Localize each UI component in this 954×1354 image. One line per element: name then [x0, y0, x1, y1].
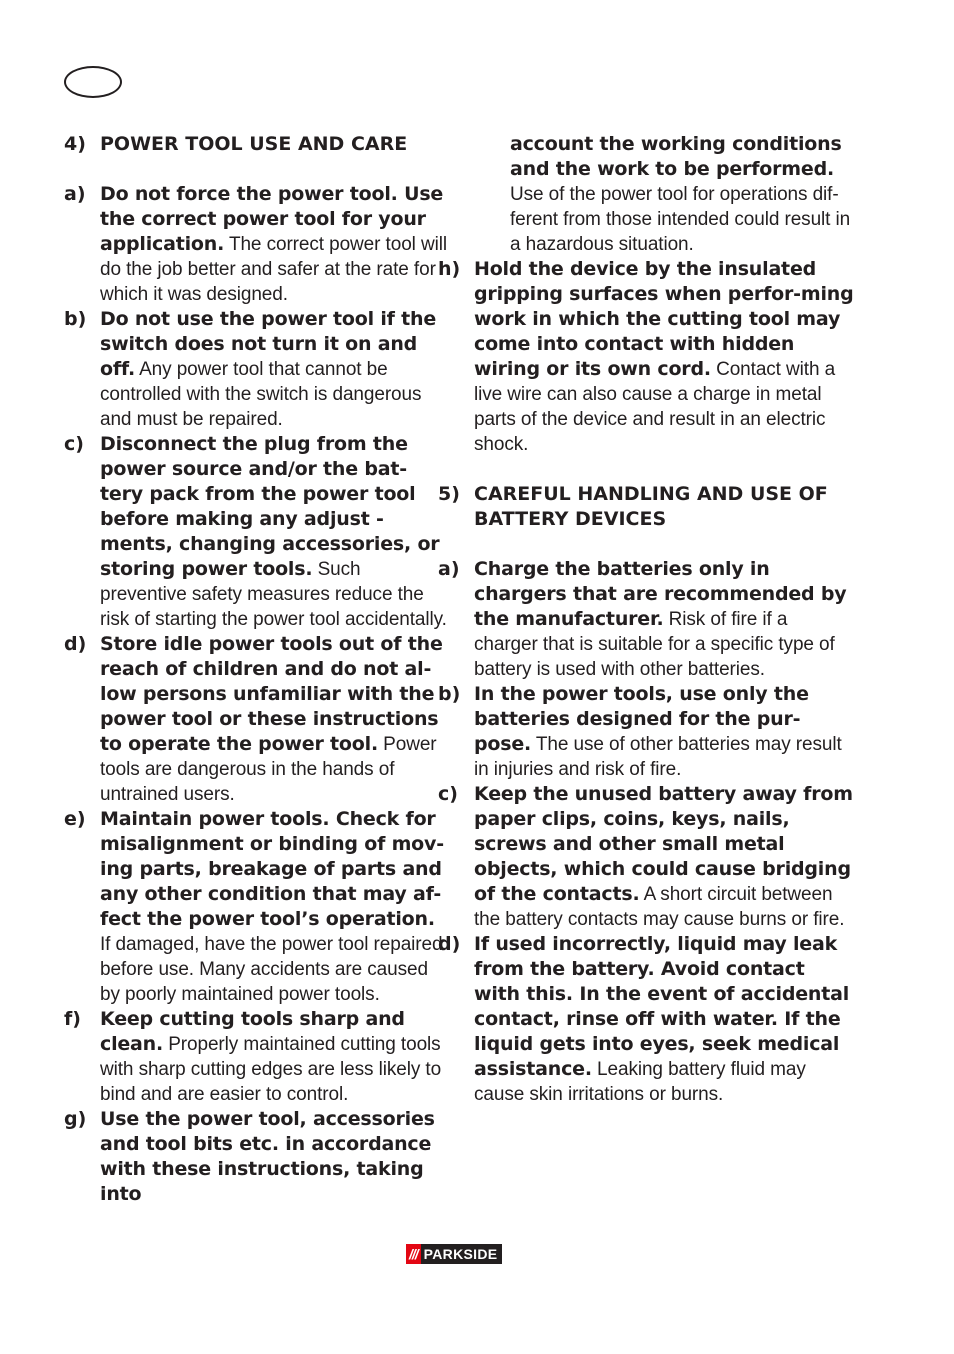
section-number: 5) — [438, 483, 460, 505]
item-text: The use of other batteries may result in injuries and risk of fire. — [474, 734, 842, 780]
item-text: A short circuit between the battery contacts may cause burns or fire. — [474, 884, 845, 930]
item-label: c) — [438, 783, 458, 805]
item-text: If damaged, have the power tool repaired before use. Many accidents are caused by poorly maintained power tools. — [100, 934, 443, 1005]
list-item-4g-continued — [474, 132, 854, 257]
item-label: b) — [438, 683, 461, 705]
item-bold-text: Keep the unused battery away from paper clips, coins, keys, nails, screws and other small metal objects, which could cause bridging of the contacts. — [474, 783, 853, 905]
item-text: Contact with a live wire can also cause a charge in metal parts of the device and result in an electric shock. — [474, 359, 836, 455]
item-label: a) — [64, 183, 86, 205]
item-label: a) — [438, 558, 460, 580]
list-item-5a — [438, 557, 854, 682]
item-text: The correct power tool will do the job better and safer at the rate for which it was designed. — [100, 234, 447, 305]
item-label: f) — [64, 1008, 81, 1030]
item-label: e) — [64, 808, 86, 830]
item-text: Any power tool that cannot be controlled with the switch is dangerous and must be repaired. — [100, 359, 422, 430]
right-column — [438, 132, 854, 1107]
item-label: c) — [64, 433, 84, 455]
item-text: Risk of fire if a charger that is suitable for a specific type of battery is used with other batteries. — [474, 609, 835, 680]
left-column — [64, 132, 448, 1207]
section-title: CAREFUL HANDLING AND USE OF BATTERY DEVICES — [474, 483, 828, 530]
list-item-4g — [64, 1107, 448, 1207]
item-text: Power tools are dangerous in the hands of untrained users. — [100, 734, 437, 805]
item-text: Properly maintained cutting tools with sharp cutting edges are less likely to bind and are easier to control. — [100, 1034, 442, 1105]
item-bold-text: Maintain power tools. Check for misalignment or binding of mov-ing parts, breakage of parts and any other condition that may af-fect the power tool’s operation. — [100, 808, 444, 930]
logo-text: PARKSIDE — [421, 1244, 503, 1264]
item-bold-text: Keep cutting tools sharp and clean. — [100, 1008, 405, 1055]
item-bold-text: Hold the device by the insulated gripping surfaces when perfor-ming work in which the cutting tool may come into contact with hidden wiring or its own cord. — [474, 258, 854, 380]
item-bold-text: Store idle power tools out of the reach of children and do not al-low persons unfamiliar with the power tool or these instructions to operate the power tool. — [100, 633, 443, 755]
language-badge — [64, 66, 122, 98]
list-item-4d — [64, 632, 448, 807]
item-bold-text: In the power tools, use only the batteries designed for the pur-pose. — [474, 683, 809, 755]
section-4-heading — [64, 132, 448, 157]
section-title: POWER TOOL USE AND CARE — [100, 133, 408, 155]
list-item-4c — [64, 432, 448, 632]
section-number: 4) — [64, 133, 86, 155]
item-bold-text: If used incorrectly, liquid may leak from the battery. Avoid contact with this. In the event of accidental contact, rinse off with water. If the liquid gets into eyes, seek medical assistance. — [474, 933, 850, 1080]
parkside-logo — [406, 1244, 502, 1264]
item-text: Use of the power tool for operations dif-ferent from those intended could result in a hazardous situation. — [510, 184, 851, 255]
item-bold-text: Charge the batteries only in chargers that are recommended by the manufacturer. — [474, 558, 847, 630]
list-item-4e — [64, 807, 448, 1007]
item-bold-text-part: Use the power tool, accessories and tool bits etc. in accordance with these instructions, taking into — [100, 1108, 435, 1205]
list-item-5c — [438, 782, 854, 932]
item-bold-text: Do not use the power tool if the switch does not turn it on and off. — [100, 308, 437, 380]
logo-slashes: /// — [406, 1244, 421, 1264]
list-item-4b — [64, 307, 448, 432]
item-text: Leaking battery fluid may cause skin irritations or burns. — [474, 1059, 806, 1105]
list-item-4f — [64, 1007, 448, 1107]
item-label: d) — [64, 633, 87, 655]
list-item-4h — [438, 257, 854, 457]
item-label: b) — [64, 308, 87, 330]
item-label: h) — [438, 258, 461, 280]
item-bold-text: Do not force the power tool. Use the correct power tool for your application. — [100, 183, 444, 255]
item-label: d) — [438, 933, 461, 955]
section-5-heading — [438, 482, 854, 532]
list-item-5b — [438, 682, 854, 782]
item-text: Such preventive safety measures reduce the risk of starting the power tool accidentally. — [100, 559, 447, 630]
item-bold-text-part: account the working conditions and the work to be performed. — [510, 133, 842, 180]
item-bold-text: Disconnect the plug from the power source and/or the bat-tery pack from the power tool before making any adjust -ments, changing accessories, or storing power tools. — [100, 433, 440, 580]
list-item-4a — [64, 182, 448, 307]
item-label: g) — [64, 1108, 87, 1130]
list-item-5d — [438, 932, 854, 1107]
